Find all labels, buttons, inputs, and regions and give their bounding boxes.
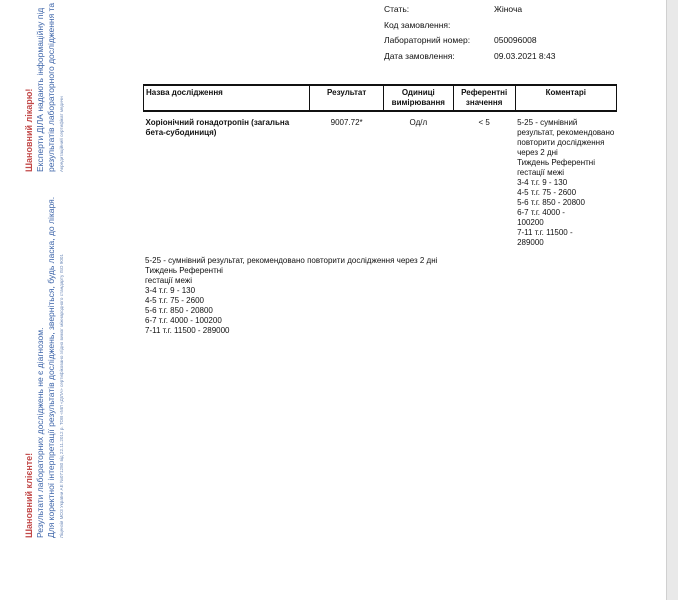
test-name: Хоріонічний гонадотропін (загальна бета-субодиниця) [145,118,290,137]
lab-number-row [384,33,555,49]
test-result: 9007.72* [330,118,363,127]
gender-value: Жіноча [494,4,523,14]
client-disclaimer-title: Шановний клієнте! [24,452,34,538]
lab-number-label: Лабораторний номер: [384,35,471,46]
order-date-value: 09.03.2021 8:43 [494,50,556,61]
page-edge [666,0,678,600]
client-disclaimer-line1: Результати лабораторних досліджень не є діагнозом. [35,327,45,538]
header-test-name: Назва дослідження [144,85,310,111]
header-reference: Референтні значення [453,85,515,111]
reference-note: 5-25 - сумнівний результат, рекомендовано повторити дослідження через 2 дні Тиждень Референтні гестації межі 3-4 т.г. 9 - 130 4-5 т.г. 75 - 2600 5-6 т.г. 850 - 20800 6-7 т.г. 4000 - 100200 7-11 т.г. 11500 - 289000 [145,256,438,335]
doctor-disclaimer-small: Акредитаційний сертифікат медичн [59,96,64,172]
doctor-disclaimer-line2: результатів лабораторного дослідження та [46,2,56,172]
test-units: Од/л [409,118,428,127]
table-row [144,111,617,252]
header-result: Результат [310,85,384,111]
patient-info [384,2,555,64]
test-reference: < 5 [478,118,490,127]
order-code-row [384,18,555,34]
gender-row [384,2,555,18]
test-comment: 5-25 - сумнівний результат, рекомендовано повторити дослідження через 2 дні Тиждень Референтні гестації межі 3-4 т.г. 9 - 130 4-5 т.г. 75 - 2600 5-6 т.г. 850 - 20800 6-7 т.г. 4000 - 100200 7-11 т.г. 11500 - 289000 [517,118,615,247]
table-header-row [144,85,617,111]
lab-number-value: 050096008 [494,35,537,46]
client-disclaimer-small: Ліцензія МОЗ України АЕ №071280 від 22.11.2012 р. ТОВ «МЛ «ДІЛА» сертифіковано згідно вимог міжнародного стандарту ISO 9001 [59,254,64,538]
results-table [143,84,617,252]
client-disclaimer-line2: Для коректної інтерпретації результатів досліджень, зверніться, будь ласка, до лікаря. [46,196,56,538]
gender-label: Стать: [384,4,410,14]
header-units: Одиниці вимірювання [383,85,453,111]
order-date-row [384,49,555,65]
doctor-disclaimer-title: Шановний лікарю! [24,88,34,172]
order-date-label: Дата замовлення: [384,50,455,61]
order-code-label: Код замовлення: [384,19,451,30]
doctor-disclaimer-line1: Експерти ДІЛА надають інформаційну під [35,7,45,172]
header-comments: Коментарі [515,85,616,111]
